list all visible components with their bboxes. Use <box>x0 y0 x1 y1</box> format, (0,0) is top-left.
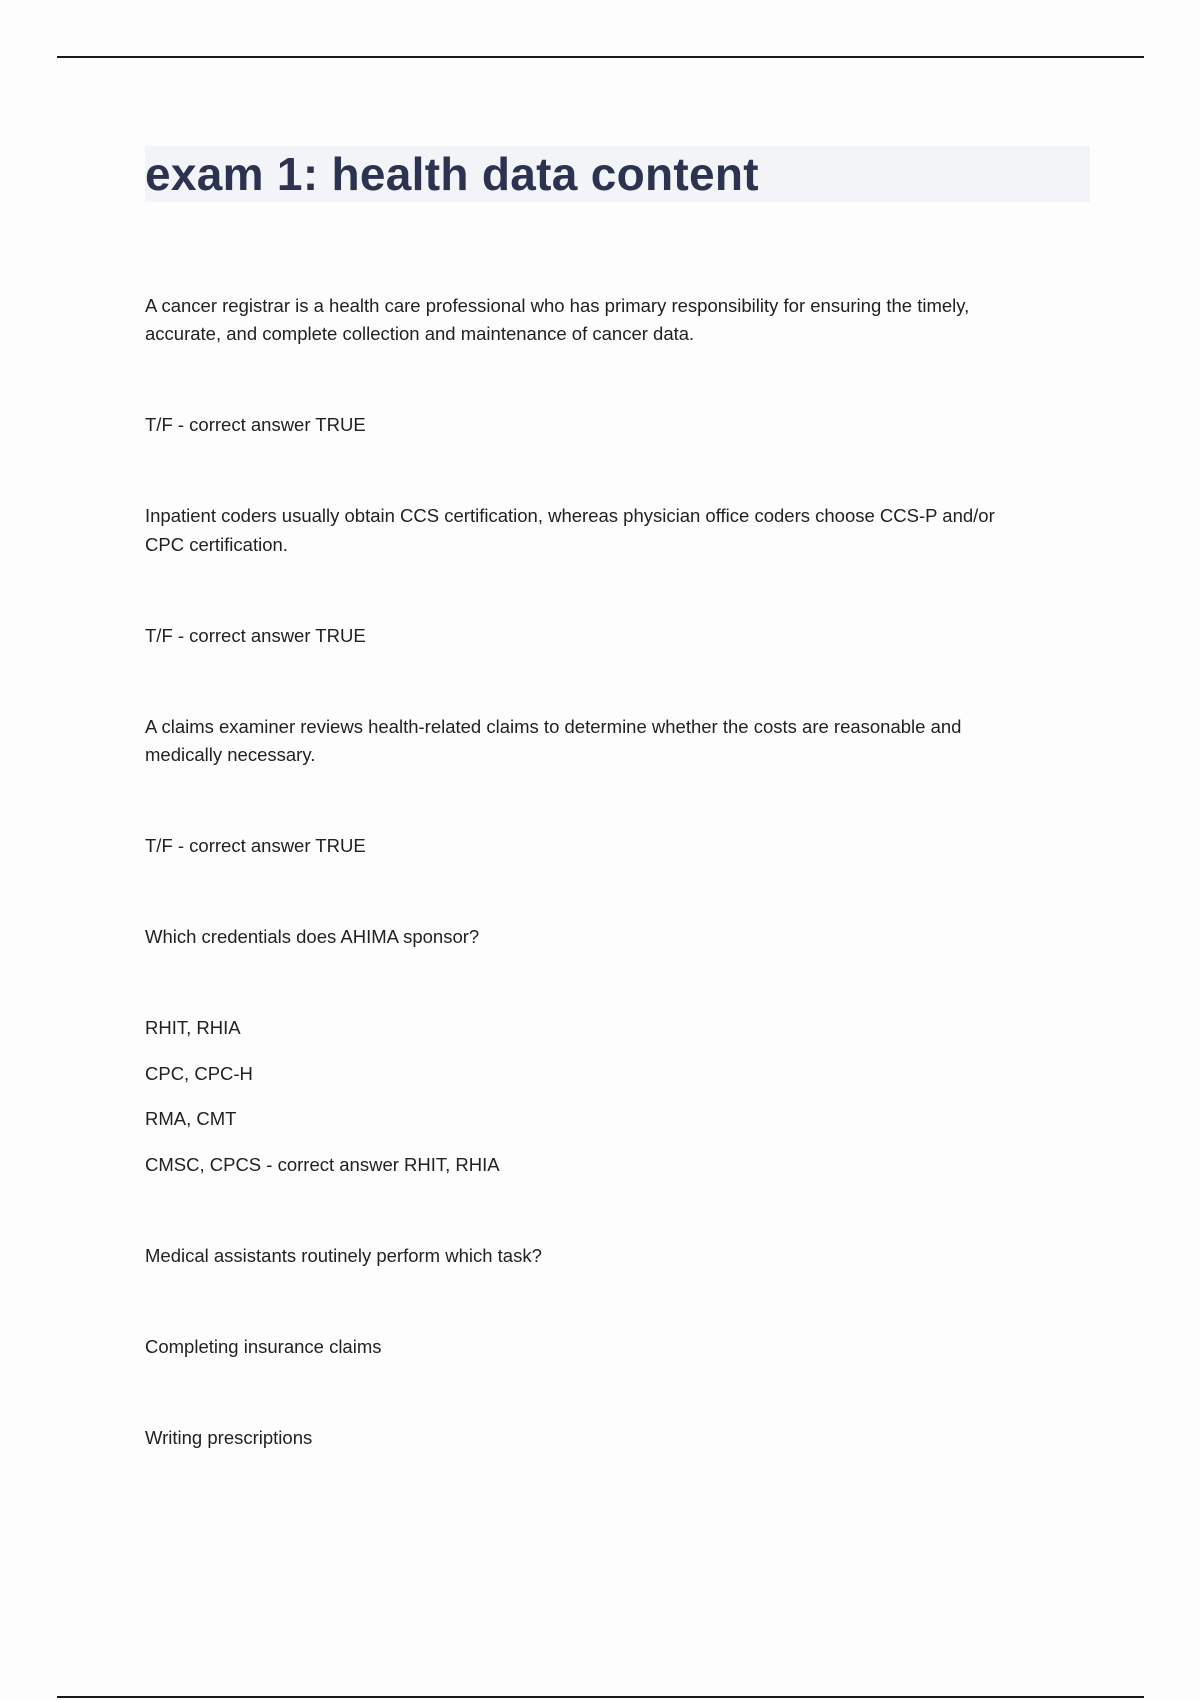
question-1-line-2: accurate, and complete collection and maintenance of cancer data. <box>145 323 695 344</box>
option-4a: RHIT, RHIA <box>145 1017 241 1038</box>
option-5b: Writing prescriptions <box>145 1427 313 1448</box>
option-4b: CPC, CPC-H <box>145 1063 253 1084</box>
question-3-line-2: medically necessary. <box>145 744 316 765</box>
question-1-line-1: A cancer registrar is a health care professional who has primary responsibility for ensuring the timely, <box>145 295 970 316</box>
question-2-line-2: CPC certification. <box>145 534 288 555</box>
answer-1: T/F - correct answer TRUE <box>145 414 366 435</box>
answer-2: T/F - correct answer TRUE <box>145 625 366 646</box>
question-2-line-1: Inpatient coders usually obtain CCS certification, whereas physician office coders choose CCS-P and/or <box>145 505 995 526</box>
option-4c: RMA, CMT <box>145 1108 237 1129</box>
question-3-line-1: A claims examiner reviews health-related claims to determine whether the costs are reasonable and <box>145 716 962 737</box>
option-4d-answer: CMSC, CPCS - correct answer RHIT, RHIA <box>145 1154 500 1175</box>
bottom-rule <box>57 1696 1144 1698</box>
question-4: Which credentials does AHIMA sponsor? <box>145 926 480 947</box>
top-rule <box>57 56 1144 58</box>
page-title: exam 1: health data content <box>145 148 759 200</box>
question-5: Medical assistants routinely perform which task? <box>145 1245 542 1266</box>
answer-3: T/F - correct answer TRUE <box>145 835 366 856</box>
option-5a: Completing insurance claims <box>145 1336 382 1357</box>
